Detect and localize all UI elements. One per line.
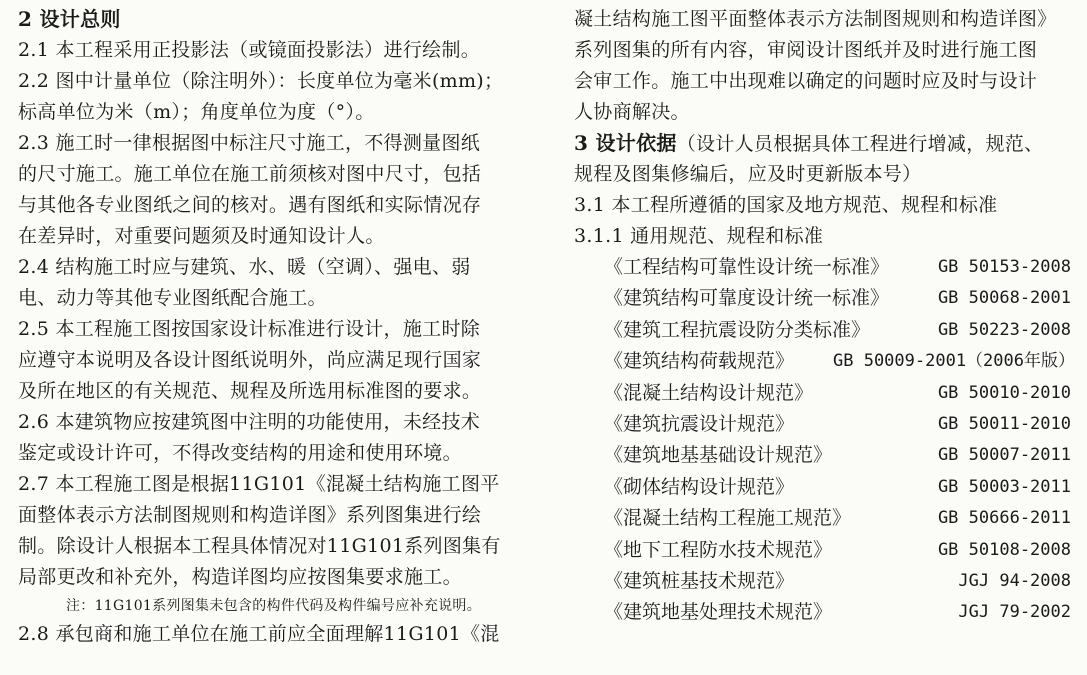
text-line: 会审工作。施工中出现难以确定的问题时应及时与设计 — [574, 70, 1038, 92]
section-3-heading: 3 设计依据 — [574, 131, 677, 155]
section-2-heading: 2 设计总则 — [18, 7, 121, 31]
subsection-3-1-1: 3.1.1 通用规范、规程和标准 — [574, 225, 824, 247]
text-line: 的尺寸施工。施工单位在施工前须核对图中尺寸，包括 — [18, 163, 482, 185]
standard-title: 《建筑抗震设计规范》 — [604, 412, 795, 435]
standard-title: 《建筑工程抗震设防分类标准》 — [604, 318, 871, 341]
subsection-3-1: 3.1 本工程所遵循的国家及地方规范、规程和标准 — [574, 194, 998, 216]
text-line: 系列图集的所有内容，审阅设计图纸并及时进行施工图 — [574, 39, 1038, 61]
text-line: 鉴定或设计许可，不得改变结构的用途和使用环境。 — [18, 442, 462, 464]
standard-title: 《混凝土结构设计规范》 — [604, 381, 814, 404]
standard-code: GB 50666-2011 — [937, 508, 1071, 529]
text-line: 2.2 图中计量单位（除注明外）：长度单位为毫米(mm)； — [18, 70, 504, 92]
note-line: 注：11G101系列图集未包含的构件代码及构件编号应补充说明。 — [66, 598, 482, 614]
standard-item — [574, 378, 1079, 409]
standard-code: GB 50068-2001 — [937, 288, 1071, 309]
standard-item — [574, 283, 1079, 314]
standard-item — [574, 597, 1079, 628]
text-line: 与其他各专业图纸之间的核对。遇有图纸和实际情况存 — [18, 194, 482, 216]
text-line: 规程及图集修编后，应及时更新版本号） — [574, 163, 922, 185]
standard-title: 《建筑桩基技术规范》 — [604, 569, 795, 592]
text-line: 及所在地区的有关规范、规程及所选用标准图的要求。 — [18, 380, 482, 402]
section-3-heading-note: （设计人员根据具体工程进行增减，规范、 — [676, 133, 1044, 155]
text-line: 凝土结构施工图平面整体表示方法制图规则和构造详图》 — [574, 8, 1057, 30]
standard-code: GB 50003-2011 — [937, 476, 1071, 497]
text-line: 人协商解决。 — [574, 101, 690, 123]
text-line: 2.6 本建筑物应按建筑图中注明的功能使用，未经技术 — [18, 411, 481, 433]
text-line: 应遵守本说明及各设计图纸说明外，尚应满足现行国家 — [18, 349, 482, 371]
standard-item — [574, 503, 1079, 534]
standard-code: GB 50223-2008 — [937, 319, 1071, 340]
standard-item — [574, 252, 1079, 283]
standards-list — [574, 252, 1079, 629]
text-line: 面整体表示方法制图规则和构造详图》系列图集进行绘 — [18, 504, 482, 526]
left-column — [18, 4, 538, 650]
standard-item — [574, 315, 1079, 346]
text-line: 2.3 施工时一律根据图中标注尺寸施工，不得测量图纸 — [18, 132, 481, 154]
standard-item — [574, 346, 1079, 377]
standard-item — [574, 409, 1079, 440]
standard-title: 《地下工程防水技术规范》 — [604, 538, 833, 561]
standard-code: GB 50007-2011 — [937, 445, 1071, 466]
standard-code: GB 50108-2008 — [937, 539, 1071, 560]
standard-item — [574, 566, 1079, 597]
standard-item — [574, 440, 1079, 471]
right-column — [574, 4, 1079, 629]
text-line: 2.1 本工程采用正投影法（或镜面投影法）进行绘制。 — [18, 39, 481, 61]
standard-title: 《建筑地基基础设计规范》 — [604, 444, 833, 467]
text-line: 制。除设计人根据本工程具体情况对11G101系列图集有 — [18, 535, 501, 557]
text-line: 2.4 结构施工时应与建筑、水、暖（空调）、强电、弱 — [18, 256, 471, 278]
standard-title: 《建筑地基处理技术规范》 — [604, 601, 833, 624]
text-line: 标高单位为米（m）；角度单位为度（°）。 — [18, 101, 375, 123]
text-line: 2.8 承包商和施工单位在施工前应全面理解11G101《混 — [18, 623, 500, 645]
text-line: 电、动力等其他专业图纸配合施工。 — [18, 287, 327, 309]
standard-title: 《工程结构可靠性设计统一标准》 — [604, 256, 890, 278]
text-line: 局部更改和补充外，构造详图均应按图集要求施工。 — [18, 566, 462, 588]
standard-item — [574, 535, 1079, 566]
standard-code: JGJ 79-2002 — [958, 602, 1071, 623]
standard-code: GB 50153-2008 — [937, 257, 1071, 277]
standard-title: 《建筑结构荷载规范》 — [604, 350, 795, 373]
section-3-heading-line — [574, 128, 1079, 159]
standard-title: 《建筑结构可靠度设计统一标准》 — [604, 287, 890, 310]
standard-code: GB 50009-2001（2006年版） — [833, 351, 1075, 372]
standard-title: 《砌体结构设计规范》 — [604, 475, 795, 498]
text-line: 2.5 本工程施工图按国家设计标准进行设计，施工时除 — [18, 318, 481, 340]
text-line: 在差异时，对重要问题须及时通知设计人。 — [18, 225, 385, 247]
standard-title: 《混凝土结构工程施工规范》 — [604, 507, 852, 530]
standard-code: GB 50010-2010 — [937, 382, 1071, 403]
standard-code: GB 50011-2010 — [937, 413, 1071, 434]
standard-item — [574, 472, 1079, 503]
text-line: 2.7 本工程施工图是根据11G101《混凝土结构施工图平 — [18, 473, 500, 495]
standard-code: JGJ 94-2008 — [958, 570, 1071, 591]
